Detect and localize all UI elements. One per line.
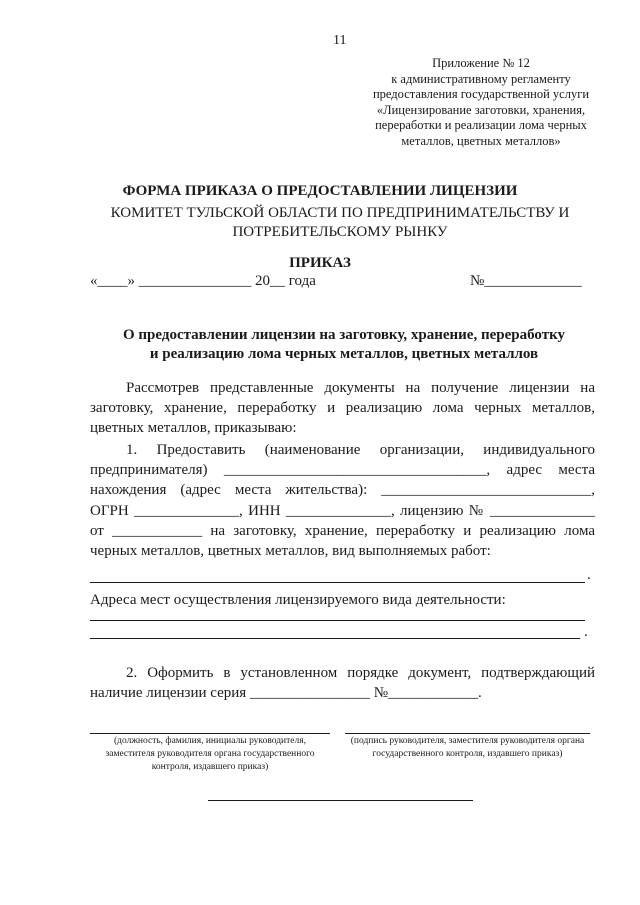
form-title: ФОРМА ПРИКАЗА О ПРЕДОСТАВЛЕНИИ ЛИЦЕНЗИИ [122, 183, 518, 199]
signature-left-line [90, 733, 330, 734]
work-types-blank [90, 582, 585, 583]
appendix-note [356, 56, 606, 150]
appendix-line: предоставления государственной услуги [372, 87, 590, 102]
addresses-blank-2 [90, 638, 580, 639]
signature-left-caption: (должность, фамилия, инициалы руководителя, заместителя руководителя органа государственного контроля, издавшего приказ) [105, 736, 315, 772]
committee-name [90, 204, 590, 242]
appendix-line: «Лицензирование заготовки, хранения, [376, 102, 586, 117]
clause-1-end: . [587, 567, 591, 583]
appendix-line: металлов, цветных металлов» [401, 133, 561, 148]
appendix-line: к административному регламенту [391, 71, 571, 86]
intro-paragraph: Рассмотрев представленные документы на получение лицензии на заготовку, хранение, переработку и реализацию лома черных металлов, цветных металлов, приказываю: [90, 380, 595, 437]
clause-1-paragraph: 1. Предоставить (наименование организации, индивидуального предпринимателя) ___________________________________, адрес места нахождения (адрес места жительства): ____________________________, ОГРН ______________, ИНН ______________, лицензию № ______________ от ____________ на заготовку, хранение, переработку и реализацию лома черных металлов, цветных металлов, вид выполняемых работ: [90, 442, 595, 560]
signature-right-line [345, 733, 590, 734]
order-title: ПРИКАЗ [289, 255, 351, 271]
order-number-field: №_____________ [470, 273, 582, 289]
committee-line: ПОТРЕБИТЕЛЬСКОМУ РЫНКУ [232, 224, 448, 240]
bottom-rule [208, 800, 473, 801]
addresses-label: Адреса мест осуществления лицензируемого вида деятельности: [90, 592, 506, 608]
committee-line: КОМИТЕТ ТУЛЬСКОЙ ОБЛАСТИ ПО ПРЕДПРИНИМАТЕЛЬСТВУ И [110, 205, 570, 221]
clause-2-paragraph: 2. Оформить в установленном порядке документ, подтверждающий наличие лицензии серия ________________ №____________. [90, 665, 595, 702]
signature-right-caption: (подпись руководителя, заместителя руководителя органа государственного контроля, издавшего приказ) [350, 736, 585, 759]
order-heading [90, 326, 598, 364]
appendix-line: Приложение № 12 [432, 56, 530, 70]
page-number: 11 [333, 33, 347, 48]
order-date-field: «____» _______________ 20__ года [90, 273, 316, 289]
order-heading-line: О предоставлении лицензии на заготовку, хранение, переработку [123, 327, 565, 343]
addresses-blank-1 [90, 620, 585, 621]
appendix-line: переработки и реализации лома черных [375, 118, 587, 133]
order-heading-line: и реализацию лома черных металлов, цветных металлов [149, 346, 539, 362]
addresses-end: . [584, 624, 588, 640]
